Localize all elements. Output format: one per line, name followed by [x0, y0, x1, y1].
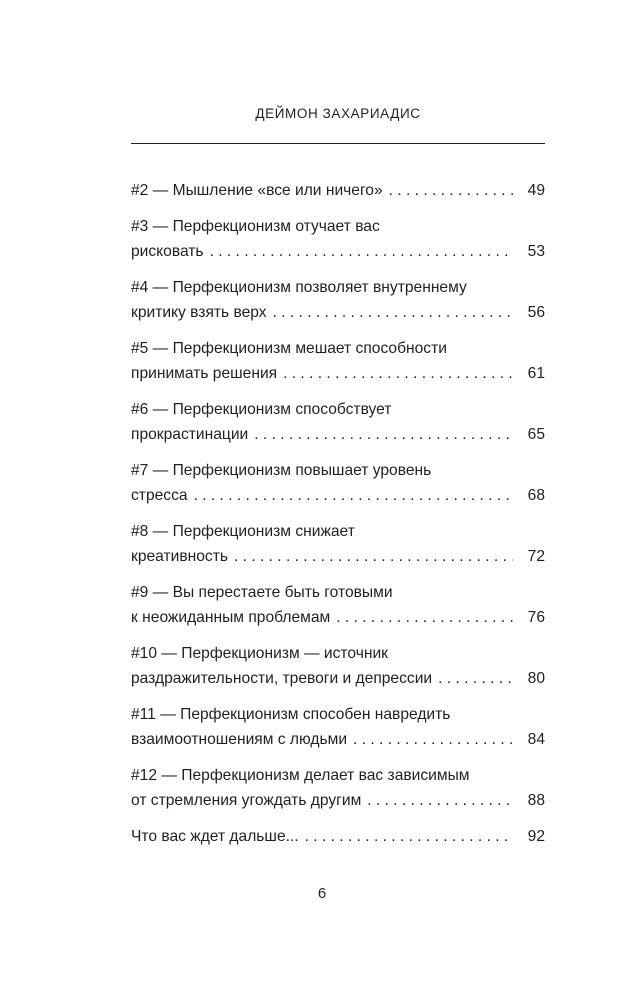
toc-entry-title-line: от стремления угождать другим	[131, 792, 362, 809]
toc-entry-title-line: #4 — Перфекционизм позволяет внутреннему	[131, 279, 467, 296]
toc-entry-title-line: креативность	[131, 548, 228, 565]
toc-entry-page-number: 68	[527, 487, 545, 504]
toc-entry-title-line: критику взять верх	[131, 304, 267, 321]
toc-entry-title-line: #9 — Вы перестаете быть готовыми	[131, 584, 393, 601]
running-header-author: ДЕЙМОН ЗАХАРИАДИС	[255, 106, 421, 121]
dot-leader	[188, 483, 513, 508]
dot-leader	[432, 666, 513, 691]
toc-entry-page-number: 65	[527, 426, 545, 443]
toc-entry	[131, 275, 545, 325]
page-number: 6	[317, 885, 327, 902]
dot-leader	[204, 239, 513, 264]
header-rule	[131, 143, 545, 144]
toc-entry	[131, 763, 545, 813]
toc-entry-page-number: 49	[527, 182, 545, 199]
dot-leader	[330, 605, 513, 630]
dot-leader	[277, 361, 513, 386]
toc-entry-title-line: принимать решения	[131, 365, 278, 382]
table-of-contents	[131, 178, 545, 860]
toc-entry-title-line: взаимоотношениям с людьми	[131, 731, 348, 748]
dot-leader	[347, 727, 513, 752]
toc-entry-title-line: #5 — Перфекционизм мешает способности	[131, 340, 447, 357]
toc-entry-title-line: раздражительности, тревоги и депрессии	[131, 670, 433, 687]
toc-entry-page-number: 84	[527, 731, 545, 748]
toc-entry	[131, 641, 545, 691]
dot-leader	[228, 544, 513, 569]
toc-entry	[131, 458, 545, 508]
toc-entry	[131, 214, 545, 264]
toc-entry	[131, 580, 545, 630]
toc-entry-page-number: 80	[527, 670, 545, 687]
toc-entry-page-number: 53	[527, 243, 545, 260]
dot-leader	[383, 178, 513, 203]
dot-leader	[267, 300, 513, 325]
toc-entry-title-line: #8 — Перфекционизм снижает	[131, 523, 355, 540]
toc-entry	[131, 178, 545, 203]
toc-entry	[131, 824, 545, 849]
toc-entry-title-line: стресса	[131, 487, 188, 504]
toc-entry-title-line: прокрастинации	[131, 426, 249, 443]
toc-entry-title-line: #2 — Мышление «все или ничего»	[131, 182, 383, 199]
dot-leader	[248, 422, 513, 447]
toc-entry	[131, 702, 545, 752]
toc-entry-title-line: к неожиданным проблемам	[131, 609, 331, 626]
toc-entry-title-line: #6 — Перфекционизм способствует	[131, 401, 392, 418]
toc-entry-page-number: 88	[527, 792, 545, 809]
toc-entry-title-line: Что вас ждет дальше...	[131, 828, 299, 845]
toc-entry-title-line: #11 — Перфекционизм способен навредить	[131, 706, 451, 723]
dot-leader	[361, 788, 513, 813]
toc-entry-page-number: 56	[527, 304, 545, 321]
toc-entry-title-line: #12 — Перфекционизм делает вас зависимым	[131, 767, 470, 784]
toc-entry-title-line: #7 — Перфекционизм повышает уровень	[131, 462, 432, 479]
toc-entry	[131, 519, 545, 569]
toc-entry	[131, 397, 545, 447]
toc-entry	[131, 336, 545, 386]
toc-entry-page-number: 76	[527, 609, 545, 626]
dot-leader	[299, 824, 513, 849]
toc-entry-page-number: 72	[527, 548, 545, 565]
toc-entry-title-line: #10 — Перфекционизм — источник	[131, 645, 388, 662]
toc-entry-page-number: 92	[527, 828, 545, 845]
toc-entry-page-number: 61	[527, 365, 545, 382]
toc-entry-title-line: #3 — Перфекционизм отучает вас	[131, 218, 380, 235]
toc-entry-title-line: рисковать	[131, 243, 204, 260]
